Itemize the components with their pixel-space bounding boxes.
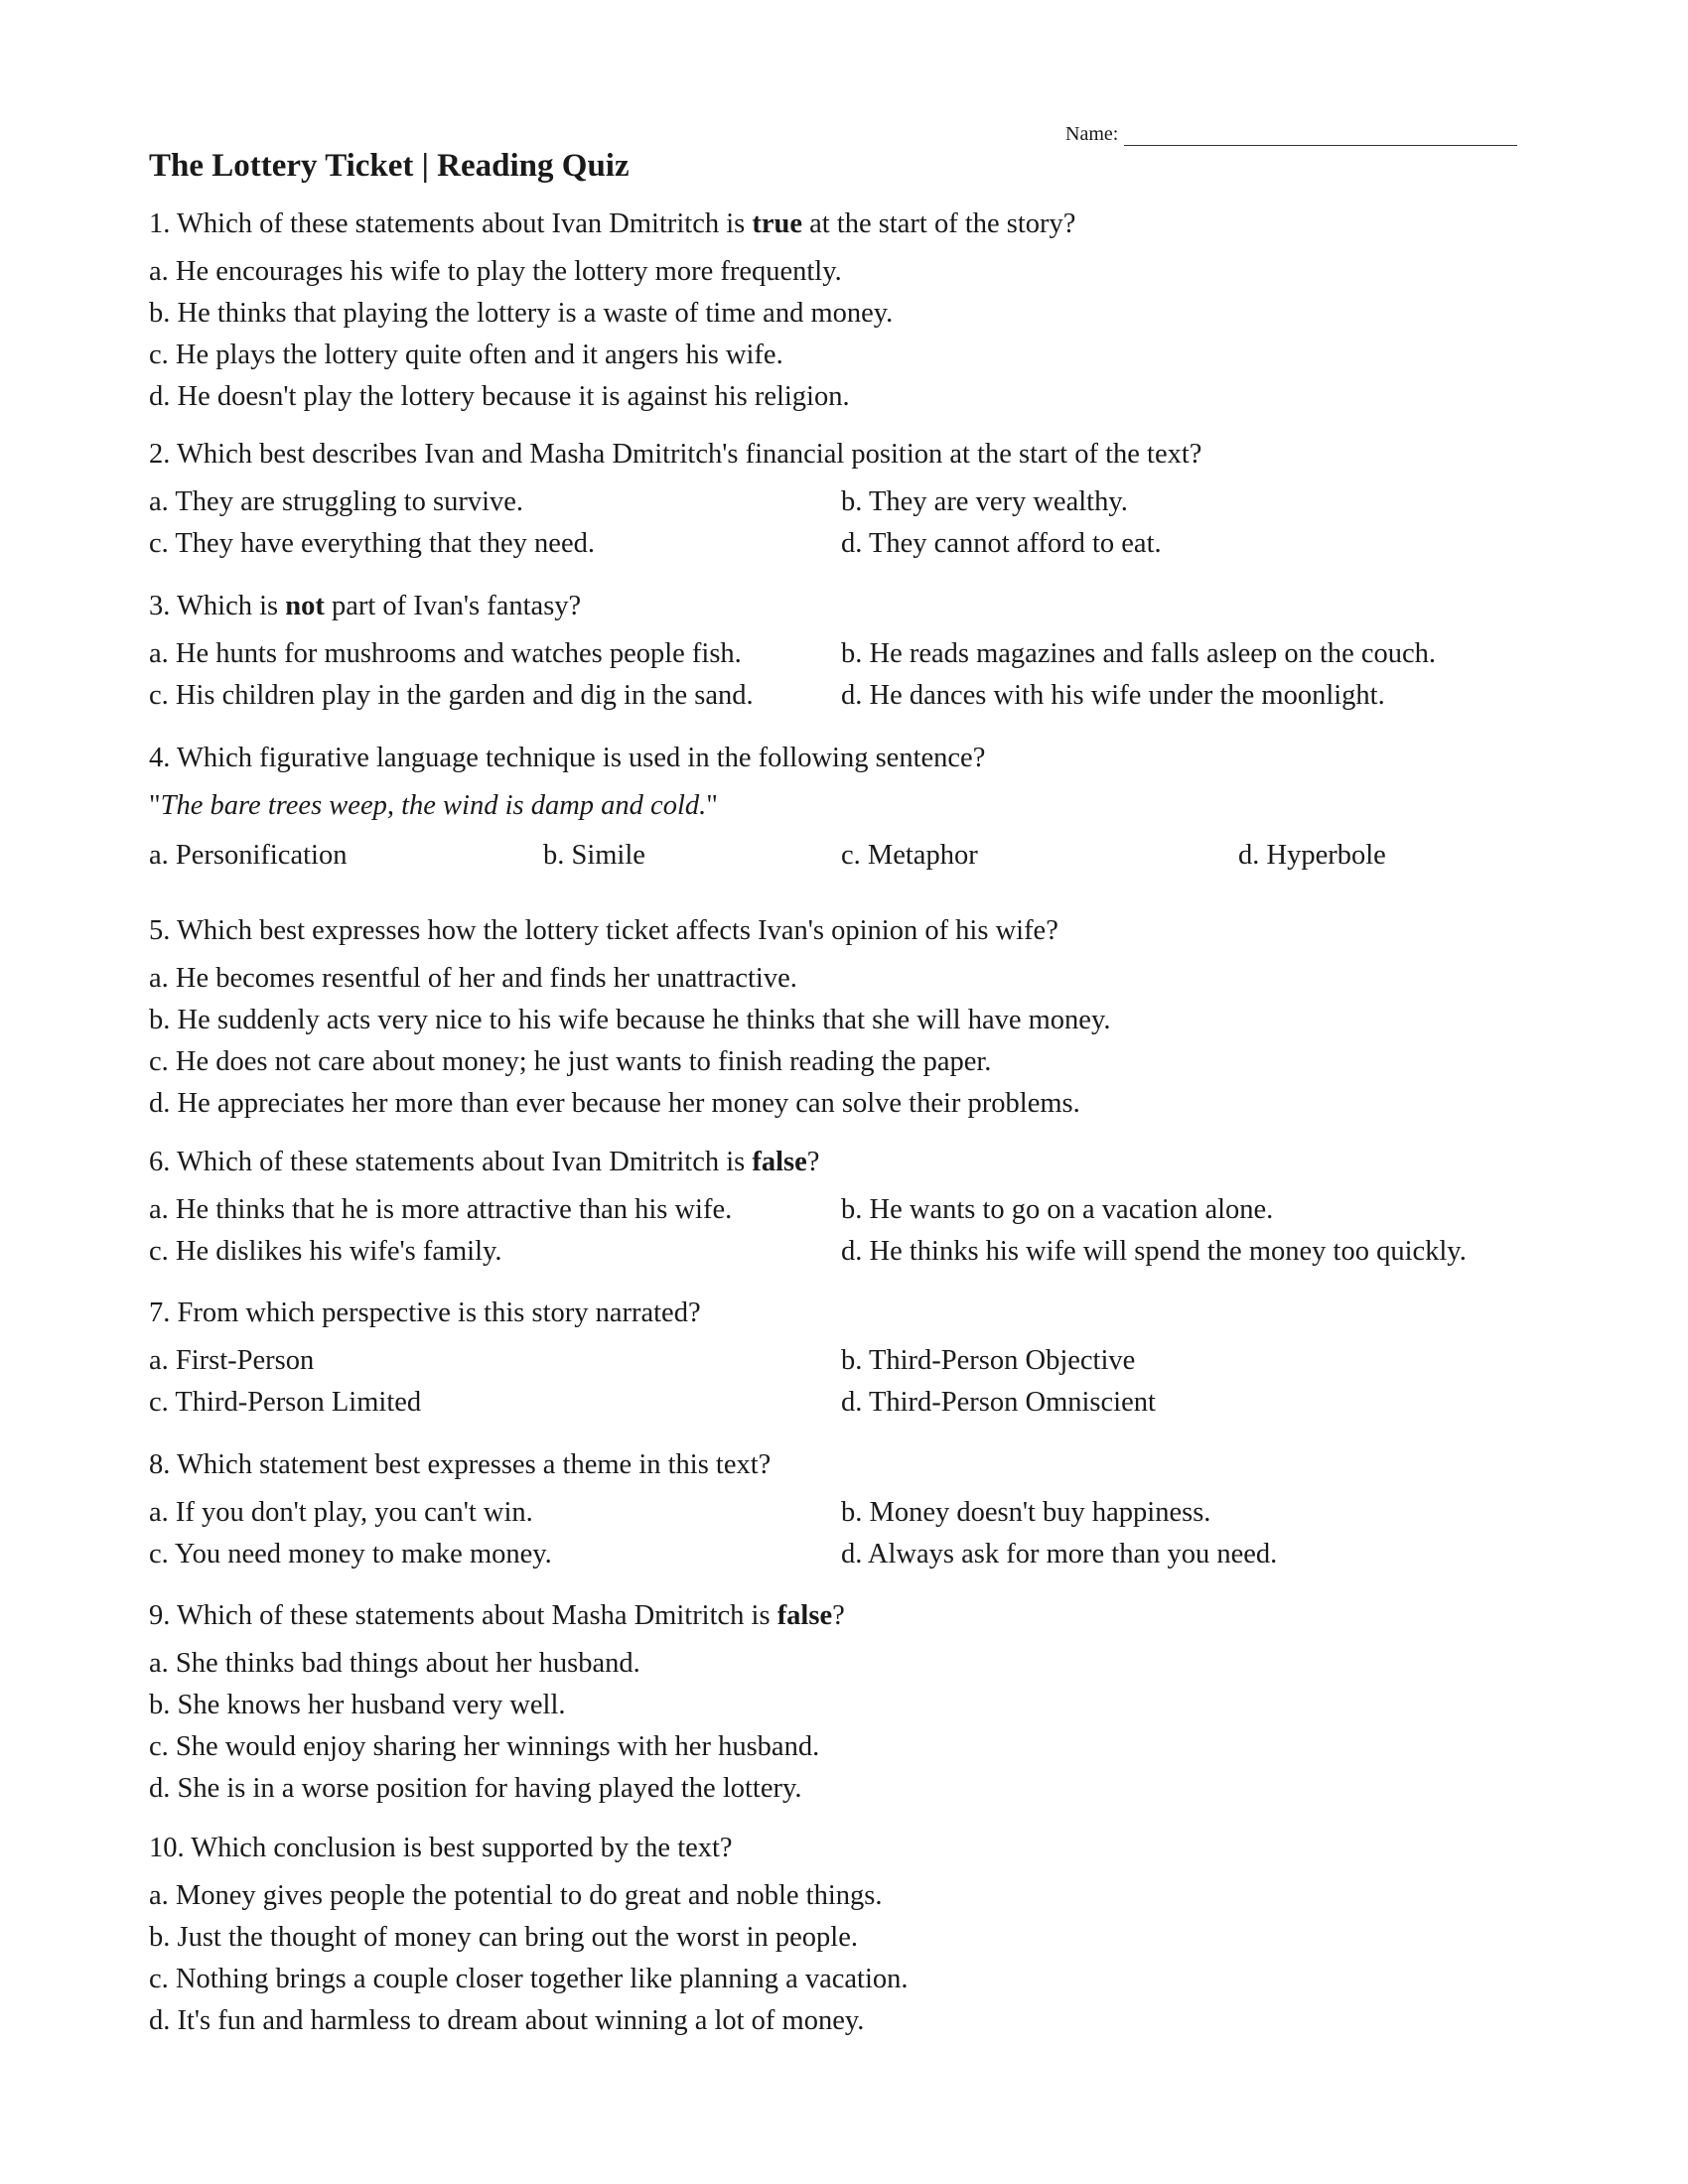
question-1 bbox=[149, 204, 1075, 418]
option-9a[interactable]: a. She thinks bad things about her husband. bbox=[149, 1648, 640, 1679]
option-5d[interactable]: d. He appreciates her more than ever because her money can solve their problems. bbox=[149, 1088, 1080, 1119]
question-6-text: 6. Which of these statements about Ivan Dmitritch is false? bbox=[149, 1147, 820, 1177]
option-5b[interactable]: b. He suddenly acts very nice to his wife because he thinks that she will have money. bbox=[149, 1005, 1111, 1035]
question-6 bbox=[149, 1142, 1536, 1273]
option-1b[interactable]: b. He thinks that playing the lottery is a waste of time and money. bbox=[149, 298, 894, 329]
option-4a[interactable]: a. Personification bbox=[149, 840, 348, 871]
option-5c[interactable]: c. He does not care about money; he just wants to finish reading the paper. bbox=[149, 1046, 992, 1077]
question-7 bbox=[149, 1293, 1536, 1424]
question-10-text: 10. Which conclusion is best supported by the text? bbox=[149, 1833, 733, 1863]
question-2-options bbox=[149, 481, 1536, 565]
question-2-text: 2. Which best describes Ivan and Masha Dmitritch's financial position at the start of the text? bbox=[149, 439, 1202, 470]
option-7c[interactable]: c. Third-Person Limited bbox=[149, 1387, 422, 1418]
option-2c[interactable]: c. They have everything that they need. bbox=[149, 528, 595, 559]
option-9b[interactable]: b. She knows her husband very well. bbox=[149, 1690, 566, 1720]
option-2a[interactable]: a. They are struggling to survive. bbox=[149, 486, 524, 517]
question-8-options bbox=[149, 1492, 1536, 1575]
option-5a[interactable]: a. He becomes resentful of her and finds her unattractive. bbox=[149, 963, 797, 994]
option-8d[interactable]: d. Always ask for more than you need. bbox=[841, 1539, 1278, 1570]
option-6d[interactable]: d. He thinks his wife will spend the money too quickly. bbox=[841, 1236, 1467, 1267]
name-field bbox=[1065, 123, 1517, 146]
option-1a[interactable]: a. He encourages his wife to play the lottery more frequently. bbox=[149, 256, 842, 287]
option-7b[interactable]: b. Third-Person Objective bbox=[841, 1345, 1136, 1376]
option-7a[interactable]: a. First-Person bbox=[149, 1345, 315, 1376]
option-3a[interactable]: a. He hunts for mushrooms and watches people fish. bbox=[149, 638, 742, 669]
question-4-text: 4. Which figurative language technique is used in the following sentence? bbox=[149, 743, 986, 773]
question-9 bbox=[149, 1595, 845, 1810]
question-3-options bbox=[149, 633, 1536, 717]
option-10b[interactable]: b. Just the thought of money can bring out the worst in people. bbox=[149, 1922, 858, 1953]
option-6a[interactable]: a. He thinks that he is more attractive than his wife. bbox=[149, 1194, 733, 1225]
question-5-text: 5. Which best expresses how the lottery ticket affects Ivan's opinion of his wife? bbox=[149, 915, 1058, 946]
option-2b[interactable]: b. They are very wealthy. bbox=[841, 486, 1128, 517]
question-3-text: 3. Which is not part of Ivan's fantasy? bbox=[149, 591, 582, 621]
question-3 bbox=[149, 586, 1536, 717]
name-blank-line[interactable] bbox=[1124, 125, 1517, 146]
option-10a[interactable]: a. Money gives people the potential to do great and noble things. bbox=[149, 1880, 883, 1911]
option-4c[interactable]: c. Metaphor bbox=[841, 840, 978, 871]
question-7-options bbox=[149, 1340, 1536, 1424]
question-6-options bbox=[149, 1189, 1536, 1273]
option-1c[interactable]: c. He plays the lottery quite often and it angers his wife. bbox=[149, 340, 783, 370]
option-4d[interactable]: d. Hyperbole bbox=[1238, 840, 1386, 871]
option-4b[interactable]: b. Simile bbox=[543, 840, 645, 871]
question-4 bbox=[149, 738, 1536, 877]
option-3b[interactable]: b. He reads magazines and falls asleep on the couch. bbox=[841, 638, 1437, 669]
option-2d[interactable]: d. They cannot afford to eat. bbox=[841, 528, 1162, 559]
name-label: Name: bbox=[1065, 123, 1119, 145]
question-9-options bbox=[149, 1643, 845, 1810]
option-10c[interactable]: c. Nothing brings a couple closer together like planning a vacation. bbox=[149, 1964, 909, 1994]
option-10d[interactable]: d. It's fun and harmless to dream about winning a lot of money. bbox=[149, 2005, 865, 2036]
question-10 bbox=[149, 1828, 909, 2042]
option-6b[interactable]: b. He wants to go on a vacation alone. bbox=[841, 1194, 1274, 1225]
question-8-text: 8. Which statement best expresses a theme in this text? bbox=[149, 1449, 772, 1480]
question-1-options bbox=[149, 251, 1075, 418]
question-9-text: 9. Which of these statements about Masha Dmitritch is false? bbox=[149, 1600, 845, 1631]
question-5-options bbox=[149, 958, 1110, 1125]
option-9d[interactable]: d. She is in a worse position for having played the lottery. bbox=[149, 1773, 802, 1804]
page-title: The Lottery Ticket | Reading Quiz bbox=[149, 148, 630, 184]
option-7d[interactable]: d. Third-Person Omniscient bbox=[841, 1387, 1156, 1418]
option-3d[interactable]: d. He dances with his wife under the moonlight. bbox=[841, 680, 1385, 711]
question-4-options bbox=[149, 835, 1536, 877]
option-6c[interactable]: c. He dislikes his wife's family. bbox=[149, 1236, 502, 1267]
question-10-options bbox=[149, 1875, 909, 2042]
option-3c[interactable]: c. His children play in the garden and dig in the sand. bbox=[149, 680, 754, 711]
question-2 bbox=[149, 434, 1536, 565]
question-7-text: 7. From which perspective is this story narrated? bbox=[149, 1297, 701, 1328]
question-5 bbox=[149, 910, 1110, 1125]
option-8c[interactable]: c. You need money to make money. bbox=[149, 1539, 552, 1570]
question-1-text: 1. Which of these statements about Ivan Dmitritch is true at the start of the story? bbox=[149, 208, 1076, 239]
option-8a[interactable]: a. If you don't play, you can't win. bbox=[149, 1497, 533, 1528]
option-8b[interactable]: b. Money doesn't buy happiness. bbox=[841, 1497, 1211, 1528]
question-8 bbox=[149, 1444, 1536, 1575]
question-4-quote: "The bare trees weep, the wind is damp and cold." bbox=[149, 790, 718, 821]
option-9c[interactable]: c. She would enjoy sharing her winnings with her husband. bbox=[149, 1731, 820, 1762]
option-1d[interactable]: d. He doesn't play the lottery because it is against his religion. bbox=[149, 381, 850, 412]
